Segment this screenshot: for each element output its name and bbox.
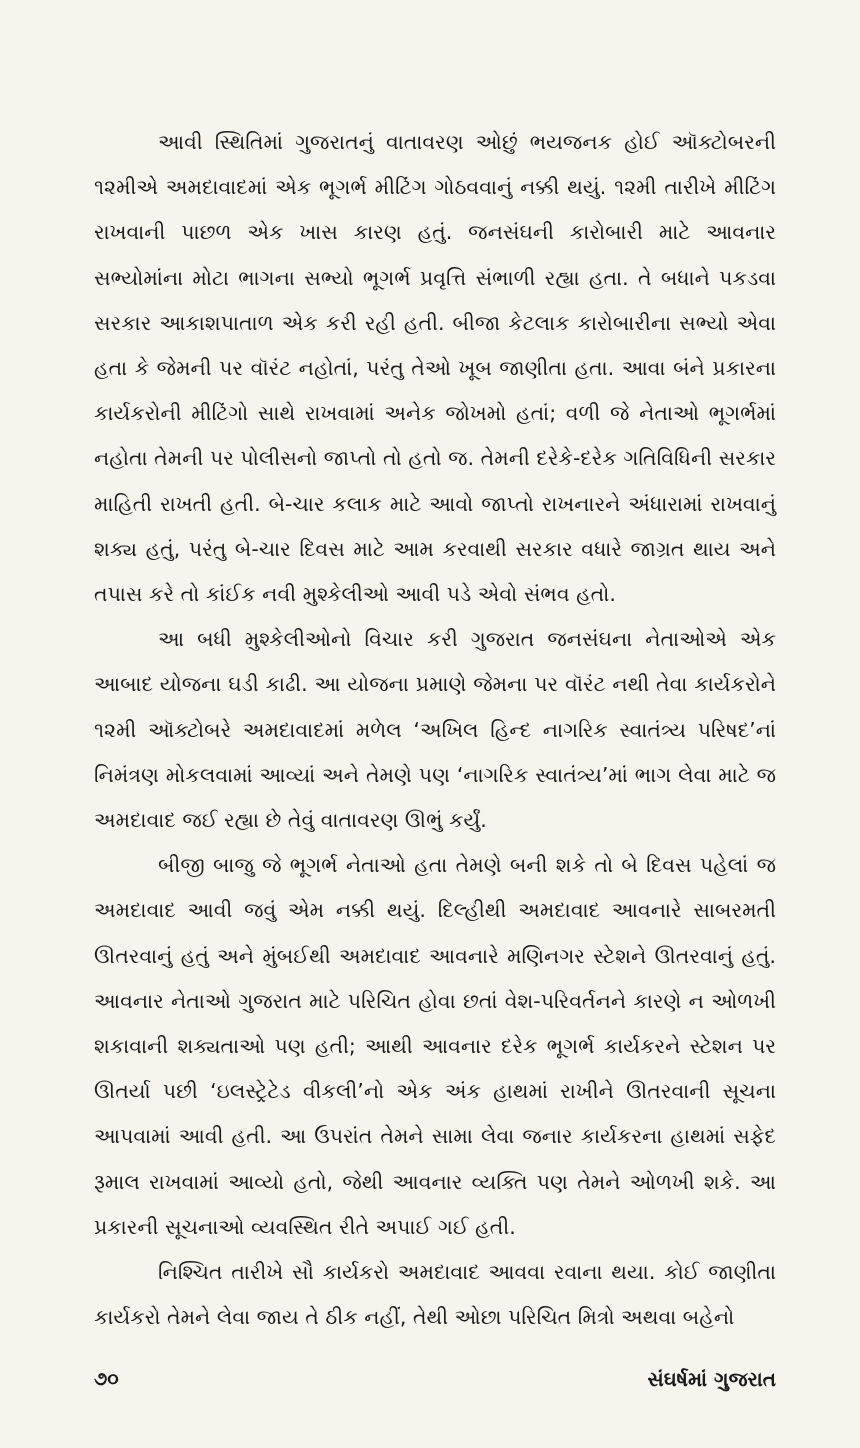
page-number: ૭૦ bbox=[94, 1368, 119, 1390]
paragraph-1: આવી સ્થિતિમાં ગુજરાતનું વાતાવરણ ઓછું ભયજનક હોઈ ઑક્ટોબરની ૧૨મીએ અમદાવાદમાં એક ભૂગર્ભ મીટિંગ ગોઠવવાનું નક્કી થયું. ૧૨મી તારીખે મીટિંગ રાખવાની પાછળ એક ખાસ કારણ હતું. જનસંઘની કારોબારી માટે આવનાર સભ્યોમાંના મોટા ભાગના સભ્યો ભૂગર્ભ પ્રવૃત્તિ સંભાળી રહ્યા હતા. તે બધાને પકડવા સરકાર આકાશપાતાળ એક કરી રહી હતી. બીજા કેટલાક કારોબારીના સભ્યો એવા હતા કે જેમની પર વૉરંટ નહોતાં, પરંતુ તેઓ ખૂબ જાણીતા હતા. આવા બંને પ્રકારના કાર્યકરોની મીટિંગો સાથે રાખવામાં અનેક જોખમો હતાં; વળી જે નેતાઓ ભૂગર્ભમાં નહોતા તેમની પર પોલીસનો જાપ્તો તો હતો જ. તેમની દરેકે-દરેક ગતિવિધિની સરકાર માહિતી રાખતી હતી. બે-ચાર કલાક માટે આવો જાપ્તો રાખનારને અંધારામાં રાખવાનું શક્ય હતું, પરંતુ બે-ચાર દિવસ માટે આમ કરવાથી સરકાર વધારે જાગ્રત થાય અને તપાસ કરે તો કાંઈક નવી મુશ્કેલીઓ આવી પડે એવો સંભવ હતો. bbox=[94, 130, 776, 607]
paragraph-2: આ બધી મુશ્કેલીઓનો વિચાર કરી ગુજરાત જનસંઘના નેતાઓએ એક આબાદ યોજના ઘડી કાઢી. આ યોજના પ્રમાણે જેમના પર વૉરંટ નથી તેવા કાર્યકરોને ૧૨મી ઑક્ટોબરે અમદાવાદમાં મળેલ ‘અખિલ હિન્દ નાગરિક સ્વાતંત્ર્ય પરિષદ’નાં નિમંત્રણ મોકલવામાં આવ્યાં અને તેમણે પણ ‘નાગરિક સ્વાતંત્ર્ય’માં ભાગ લેવા માટે જ અમદાવાદ જઈ રહ્યા છે તેવું વાતાવરણ ઊભું કર્યું. bbox=[94, 627, 776, 833]
page-footer bbox=[94, 1364, 776, 1394]
body-text bbox=[94, 120, 776, 1340]
running-title: સંઘર્ષમાં ગુજરાત bbox=[647, 1367, 776, 1391]
paragraph-4: નિશ્ચિત તારીખે સૌ કાર્યકરો અમદાવાદ આવવા રવાના થયા. કોઈ જાણીતા કાર્યકરો તેમને લેવા જાય તે ઠીક નહીં, તેથી ઓછા પરિચિત મિત્રો અથવા બહેનો bbox=[94, 1260, 776, 1330]
paragraph-3: બીજી બાજુ જે ભૂગર્ભ નેતાઓ હતા તેમણે બની શકે તો બે દિવસ પહેલાં જ અમદાવાદ આવી જવું એમ નક્કી થયું. દિલ્હીથી અમદાવાદ આવનારે સાબરમતી ઊતરવાનું હતું અને મુંબઈથી અમદાવાદ આવનારે મણિનગર સ્ટેશને ઊતરવાનું હતું. આવનાર નેતાઓ ગુજરાત માટે પરિચિત હોવા છતાં વેશ-પરિવર્તનને કારણે ન ઓળખી શકાવાની શક્યતાઓ પણ હતી; આથી આવનાર દરેક ભૂગર્ભ કાર્યકરને સ્ટેશન પર ઊતર્યા પછી ‘ઇલસ્ટ્રેટેડ વીકલી’નો એક અંક હાથમાં રાખીને ઊતરવાની સૂચના આપવામાં આવી હતી. આ ઉપરાંત તેમને સામા લેવા જનાર કાર્યકરના હાથમાં સફેદ રૂમાલ રાખવામાં આવ્યો હતો, જેથી આવનાર વ્યક્તિ પણ તેમને ઓળખી શકે. આ પ્રકારની સૂચનાઓ વ્યવસ્થિત રીતે અપાઈ ગઈ હતી. bbox=[94, 853, 776, 1239]
